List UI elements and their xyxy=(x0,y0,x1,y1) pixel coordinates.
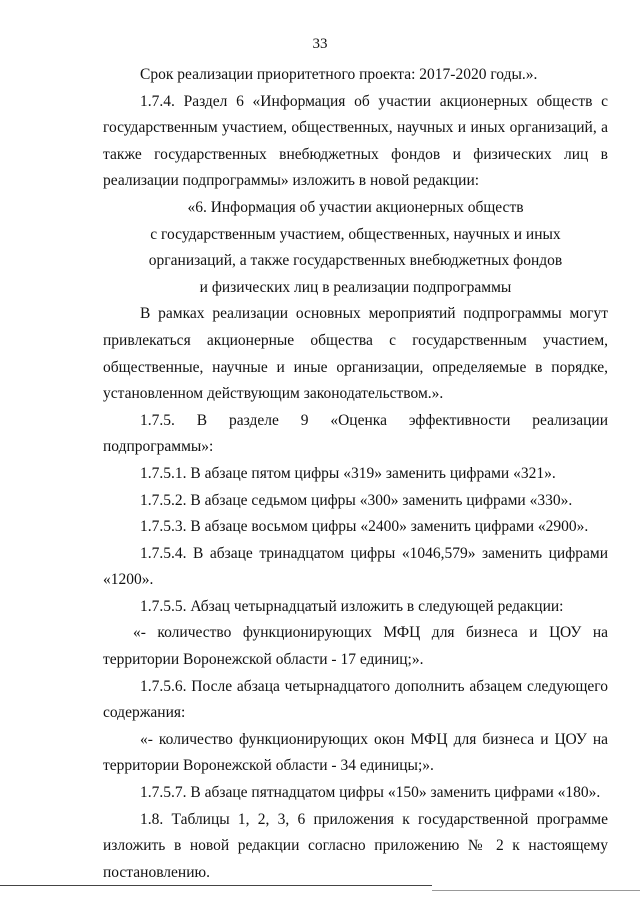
section-heading-line-4: и физических лиц в реализации подпрограммы xyxy=(199,278,512,296)
page-number: 33 xyxy=(312,36,328,52)
bottom-scan-line xyxy=(0,885,432,886)
paragraph-1-7-5-1: 1.7.5.1. В абзаце пятом цифры «319» заменить цифрами «321». xyxy=(140,464,556,482)
paragraph-participation: В рамках реализации основных мероприятий подпрограммы могут привлекаться акционерные общества с государственным участием, общественные, научные и иные организации, определяемые в порядке, установленном действующим законодательством.». xyxy=(103,305,608,403)
section-heading-line-1: «6. Информация об участии акционерных обществ xyxy=(187,198,524,216)
section-heading-line-3: организаций, а также государственных внебюджетных фондов xyxy=(148,252,563,270)
paragraph-1-7-5-6: 1.7.5.6. После абзаца четырнадцатого дополнить абзацем следующего содержания: xyxy=(103,677,608,722)
paragraph-1-7-5-4: 1.7.5.4. В абзаце тринадцатом цифры «1046,579» заменить цифрами «1200». xyxy=(103,544,608,589)
paragraph-1-7-5-7: 1.7.5.7. В абзаце пятнадцатом цифры «150» заменить цифрами «180». xyxy=(140,784,601,802)
section-heading-line-2: с государственным участием, общественных, научных и иных xyxy=(150,225,561,243)
paragraph-1-7-5: 1.7.5. В разделе 9 «Оценка эффективности реализации подпрограммы»: xyxy=(103,411,608,456)
bottom-scan-line-faint xyxy=(432,890,640,891)
paragraph-1-7-5-5: 1.7.5.5. Абзац четырнадцатый изложить в следующей редакции: xyxy=(140,597,564,615)
paragraph-1-7-4: 1.7.4. Раздел 6 «Информация об участии акционерных обществ с государственным участием, общественных, научных и иных организаций, а также государственных внебюджетных фондов и физических лиц в реализации подпрограммы» изложить в новой редакции: xyxy=(103,92,608,190)
paragraph-project-term: Срок реализации приоритетного проекта: 2017-2020 годы.». xyxy=(140,66,538,83)
paragraph-1-7-5-2: 1.7.5.2. В абзаце седьмом цифры «300» заменить цифрами «330». xyxy=(140,491,573,509)
paragraph-1-7-5-3: 1.7.5.3. В абзаце восьмом цифры «2400» заменить цифрами «2900». xyxy=(140,518,589,536)
paragraph-quote-mfc-count: «- количество функционирующих МФЦ для бизнеса и ЦОУ на территории Воронежской области - 17 единиц;». xyxy=(103,624,608,669)
paragraph-1-8: 1.8. Таблицы 1, 2, 3, 6 приложения к государственной программе изложить в новой редакции согласно приложению № 2 к настоящему постановлению. xyxy=(103,810,608,881)
document-body xyxy=(103,62,608,886)
paragraph-quote-mfc-windows: «- количество функционирующих окон МФЦ для бизнеса и ЦОУ на территории Воронежской области - 34 единицы;». xyxy=(103,730,608,775)
